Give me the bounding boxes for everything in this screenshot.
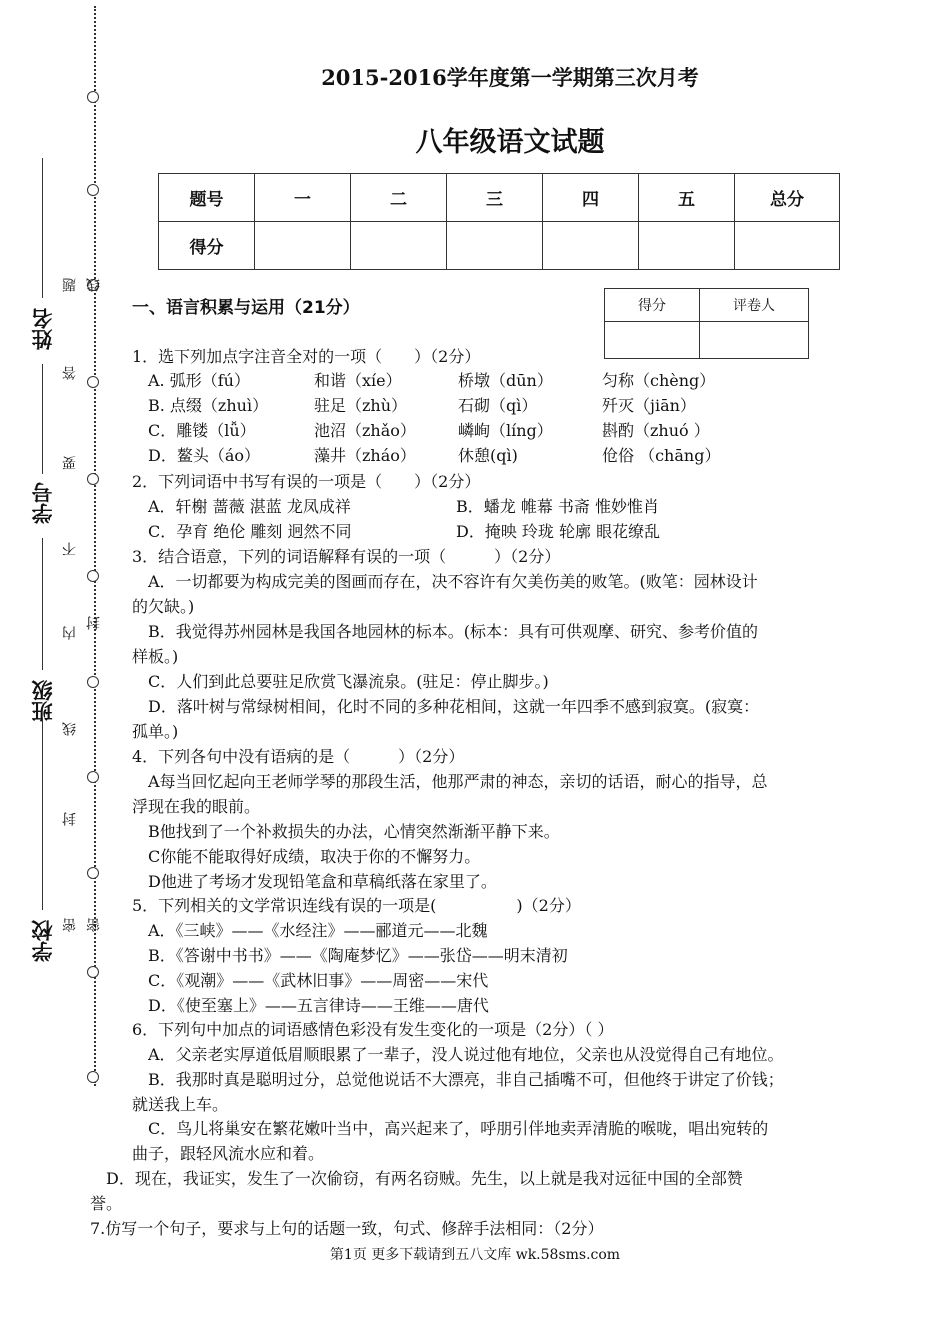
binding-ring [87,867,99,879]
grader-score-cell[interactable] [605,322,700,359]
binding-ring [87,376,99,388]
q6-line: 就送我上车。 [132,1095,229,1114]
question-stem: 7.仿写一个句子，要求与上句的话题一致，句式、修辞手法相同：（2分） [90,1219,604,1238]
grader-name-cell[interactable] [700,322,809,359]
score-header-cell: 三 [447,174,543,222]
q3-line: B．我觉得苏州园林是我国各地园林的标本。(标本：具有可供观摩、研究、参考价值的 [148,622,759,641]
q6-line: 誉。 [90,1194,123,1213]
q2-option: A．轩榭 蔷薇 湛蓝 龙凤成祥 [148,497,351,516]
seal-char: 密 [86,918,102,932]
q3-line: 的欠缺。) [132,597,195,616]
seal-char: 封 [62,812,78,826]
q1-option: 藻井（zháo） [314,446,416,465]
q5-line: C．《观潮》——《武林旧事》——周密——宋代 [148,971,489,990]
score-table-header-row [159,174,840,222]
q1-option: 驻足（zhù） [314,396,408,415]
binding-ring [87,966,99,978]
q5-line: B．《答谢中书书》——《陶庵梦忆》——张岱——明末清初 [148,946,568,965]
q4-line: 浮现在我的眼前。 [132,797,261,816]
score-table-score-row [159,222,840,270]
exam-term-title: 2015-2016学年度第一学期第三次月考 [321,65,699,90]
seal-char: 线 [86,278,102,292]
score-header-cell: 一 [255,174,351,222]
q6-line: B．我那时真是聪明过分，总觉他说话不大漂亮，非自己插嘴不可，但他终于讲定了价钱； [148,1070,784,1089]
seal-char: 线 [62,722,78,736]
question-stem: 6．下列句中加点的词语感情色彩没有发生变化的一项是（2分）（ ） [132,1020,614,1039]
student-id-label: 学号 [31,482,55,524]
seal-char: 要 [62,456,78,470]
q2-option: D．掩映 玲珑 轮廓 眼花缭乱 [456,522,661,541]
binding-ring [87,91,99,103]
score-row-label: 得分 [159,222,255,270]
grader-table [604,288,809,359]
q1-option: 池沼（zhǎo） [314,421,416,440]
q6-line: 曲子，跟轻风流水应和着。 [132,1144,325,1163]
q1-option: A. 弧形（fú） [148,371,250,390]
q1-option: 休憩(qì) [458,446,518,465]
score-input-cell[interactable] [639,222,735,270]
seal-char: 内 [62,626,78,640]
q4-line: B他找到了一个补救损失的办法，心情突然渐渐平静下来。 [148,822,560,841]
q6-line: C．鸟儿将巢安在繁花嫩叶当中，高兴起来了，呼朋引伴地卖弄清脆的喉咙，唱出宛转的 [148,1119,769,1138]
binding-ring [87,184,99,196]
q4-line: A每当回忆起向王老师学琴的那段生活，他那严肃的神态，亲切的话语，耐心的指导，总 [148,772,768,791]
seal-char: 密 [62,918,78,932]
q1-option: 匀称（chèng） [602,371,716,390]
score-input-cell[interactable] [735,222,840,270]
binding-ring [87,473,99,485]
q6-line: D．现在，我证实，发生了一次偷窃，有两名窃贼。先生，以上就是我对远征中国的全部赞 [106,1169,743,1188]
q3-line: C．人们到此总要驻足欣赏飞瀑流泉。(驻足：停止脚步。) [148,672,549,691]
school-label: 学校 [31,920,55,962]
student-id-field-line[interactable] [42,364,43,474]
q4-line: D他进了考场才发现铅笔盒和草稿纸落在家里了。 [148,872,497,891]
score-input-cell[interactable] [447,222,543,270]
binding-ring [87,1071,99,1083]
seal-char: 封 [86,616,102,630]
page-footer: 第1页 更多下载请到五八文库 wk.58sms.com [329,1247,621,1263]
q1-option: 歼灭（jiān） [602,396,696,415]
exam-subject-title: 八年级语文试题 [415,127,605,158]
q1-option: C．雕镂（lǚ） [148,421,256,440]
class-label: 班级 [31,680,55,722]
name-field-line[interactable] [42,158,43,298]
seal-char: 题 [62,278,78,292]
q3-line: A．一切都要为构成完美的图画而存在，决不容许有欠美伤美的败笔。(败笔：园林设计 [148,572,758,591]
binding-ring [87,771,99,783]
q3-line: 孤单。) [132,722,179,741]
score-header-cell: 二 [351,174,447,222]
q3-line: D．落叶树与常绿树相间，化时不同的多种花相间，这就一年四季不感到寂寞。(寂寞： [148,697,760,716]
question-stem: 3．结合语意，下列的词语解释有误的一项（ ）（2分） [132,547,561,566]
q2-option: C．孕育 绝伦 雕刻 迥然不同 [148,522,352,541]
score-input-cell[interactable] [543,222,639,270]
q4-line: C你能不能取得好成绩，取决于你的不懈努力。 [148,847,481,866]
q5-line: D．《使至塞上》——五言律诗——王维——唐代 [148,996,489,1015]
q5-line: A．《三峡》——《水经注》——郦道元——北魏 [148,921,488,940]
seal-char: 不 [62,542,78,556]
q2-option: B．蟠龙 帷幕 书斋 惟妙惟肖 [456,497,660,516]
q1-option: 和谐（xíe） [314,371,402,390]
question-stem: 4．下列各句中没有语病的是（ ）（2分） [132,747,465,766]
grader-name-label: 评卷人 [700,289,809,322]
q6-line: A．父亲老实厚道低眉顺眼累了一辈子，没人说过他有地位，父亲也从没觉得自己有地位。 [148,1045,784,1064]
question-stem: 2．下列词语中书写有误的一项是（ ）（2分） [132,472,481,491]
binding-ring [87,570,99,582]
score-header-cell: 五 [639,174,735,222]
q1-option: 伧俗 （chāng） [602,446,721,465]
q1-option: 石砌（qì） [458,396,538,415]
score-header-cell: 四 [543,174,639,222]
q1-option: D．鳌头（áo） [148,446,261,465]
q3-line: 样板。) [132,647,179,666]
score-input-cell[interactable] [255,222,351,270]
q1-option: B. 点缀（zhuì） [148,396,269,415]
score-table [158,173,840,270]
section-heading: 一、语言积累与运用（21分） [132,298,360,318]
question-stem: 5．下列相关的文学常识连线有误的一项是( )（2分） [132,896,581,915]
binding-ring [87,676,99,688]
score-header-cell: 题号 [159,174,255,222]
score-input-cell[interactable] [351,222,447,270]
q1-option: 斟酌（zhuó ） [602,421,710,440]
seal-char: 答 [62,366,78,380]
school-field-line[interactable] [42,718,43,910]
question-stem: 1．选下列加点字注音全对的一项（ ）（2分） [132,347,481,366]
score-header-cell: 总分 [735,174,840,222]
class-field-line[interactable] [42,538,43,670]
name-label: 姓名 [31,308,55,350]
q1-option: 嶙峋（líng） [458,421,553,440]
q1-option: 桥墩（dūn） [458,371,553,390]
grader-score-label: 得分 [605,289,700,322]
